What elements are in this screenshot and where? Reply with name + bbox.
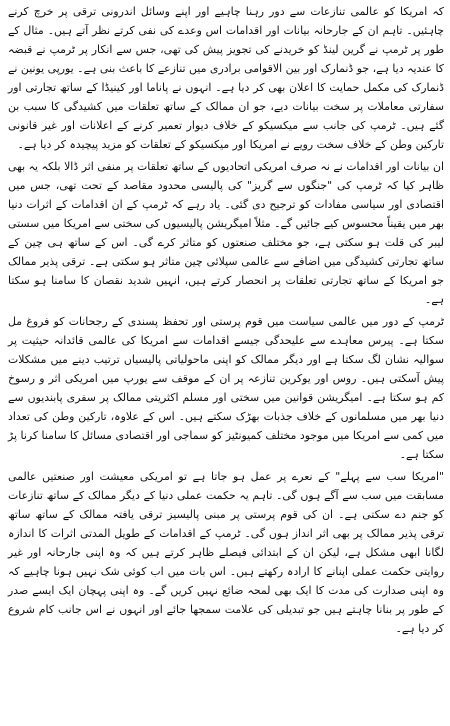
article-paragraph-1: کہ امریکا کو عالمی تنازعات سے دور رہنا چاہیے اور اپنے وسائل اندرونی ترقی پر خرچ کرنے چاہئیں۔ تاہم ان کے جارحانہ بیانات اور اقدامات اس وعدے کی نفی کرتے نظر آتے ہیں۔ مثال کے طور پر ٹرمپ نے گرین لینڈ کو خریدنے کی تجویز پیش کی تھی، جس سے انکار پر ٹرمپ نے قبضہ کا عندیہ دیا ہے، جو ڈنمارک اور بین الاقوامی برادری میں تنازعے کا باعث بنی ہے۔ یورپی یونین نے ڈنمارک کی مکمل حمایت کا اعلان بھی کر دیا ہے۔ انہوں نے پاناما اور کینیڈا کے ساتھ تجارتی اور سفارتی معاملات پر سخت بیانات دیے، جو ان ممالک کے ساتھ تعلقات میں کشیدگی کا سبب بن گئے ہیں۔ ٹرمپ کی جانب سے میکسیکو کے خلاف دیوار تعمیر کرنے کے اعلانات اور غیر قانونی تارکین وطن کے خلاف سخت رویے نے امریکا اور میکسیکو کے تعلقات کو مزید پیچیدہ کر دیا ہے۔ [8, 5, 444, 151]
article-paragraph-4: "امریکا سب سے پہلے" کے نعرے پر عمل ہو جاتا ہے تو امریکی معیشت اور صنعتیں عالمی مسابقت میں سب سے آگے ہوں گی۔ تاہم یہ حکمت عملی دنیا کے دیگر ممالک کے ساتھ تنازعات کو جنم دے سکتی ہے۔ ان کی قوم پرستی پر مبنی پالیسیز ترقی یافتہ ممالک کے ساتھ ساتھ ترقی پذیر ممالک پر بھی اثر انداز ہوں گی۔ ٹرمپ کے اقدامات کے طویل المدتی اثرات کا اندازہ لگانا ابھی مشکل ہے، لیکن ان کے ابتدائی فیصلے ظاہر کرتے ہیں کہ وہ اپنی جارحانہ اور غیر روایتی حکمت عملی اپنانے کا ارادہ رکھتے ہیں۔ اس بات میں اب کوئی شک نہیں ہونا چاہیے کہ وہ اپنی صدارت کی مدت کا ایک بھی لمحہ ضائع نہیں کریں گے۔ وہ اپنی پہچان ایک ایسے صدر کے طور پر بنانا چاہتے ہیں جو تبدیلی کی علامت سمجھا جائے اور انہوں نے اس جانب کام شروع کر دیا ہے۔ [8, 470, 444, 635]
article-paragraph-3: ٹرمپ کے دور میں عالمی سیاست میں قوم پرستی اور تحفظ پسندی کے رجحانات کو فروغ مل سکتا ہے۔ پیرس معاہدے سے علیحدگی جیسے اقدامات سے امریکا کی عالمی قائدانہ حیثیت پر سوالیہ نشان لگ سکتا ہے اور دیگر ممالک کو اپنی ماحولیاتی پالیسیاں ترتیب دینے میں مشکلات پیش آسکتی ہیں۔ روس اور یوکرین تنازعہ پر ان کے موقف سے یورپ میں امریکی اثر و رسوخ کم ہو سکتا ہے۔ امیگریشن قوانین میں سختی اور مسلم اکثریتی ممالک پر سفری پابندیوں سے دنیا بھر میں مسلمانوں کے خلاف جذبات بھڑک سکتے ہیں۔ اس کے علاوہ، تارکین وطن کی تعداد میں کمی سے امریکا میں موجود مختلف کمیونٹیز کو سماجی اور اقتصادی مسائل کا سامنا کرنا پڑ سکتا ہے۔ [8, 315, 444, 461]
article-paragraph-2: ان بیانات اور اقدامات نے نہ صرف امریکی اتحادیوں کے ساتھ تعلقات پر منفی اثر ڈالا بلکہ یہ بھی ظاہر کیا کہ ٹرمپ کی "جنگوں سے گریز" کی پالیسی محدود مقاصد کے تحت تھی، جس میں اقتصادی اور سیاسی مفادات کو ترجیح دی گئی۔ یاد رہے کہ ٹرمپ کے ان اقدامات کے اثرات دنیا بھر میں یقیناً محسوس کیے جائیں گے۔ مثلاً امیگریشن پالیسیوں کی سختی سے امریکا میں سستی لیبر کی قلت ہو سکتی ہے، جو مختلف صنعتوں کو متاثر کرے گی۔ اس کے ساتھ ہی چین کے ساتھ تجارتی کشیدگی میں اضافے سے عالمی سپلائی چین متاثر ہو سکتی ہے۔ ترقی پذیر ممالک جو امریکا کے ساتھ تجارتی تعلقات پر انحصار کرتے ہیں، انہیں شدید نقصان کا سامنا ہو سکتا ہے۔ [8, 160, 444, 306]
